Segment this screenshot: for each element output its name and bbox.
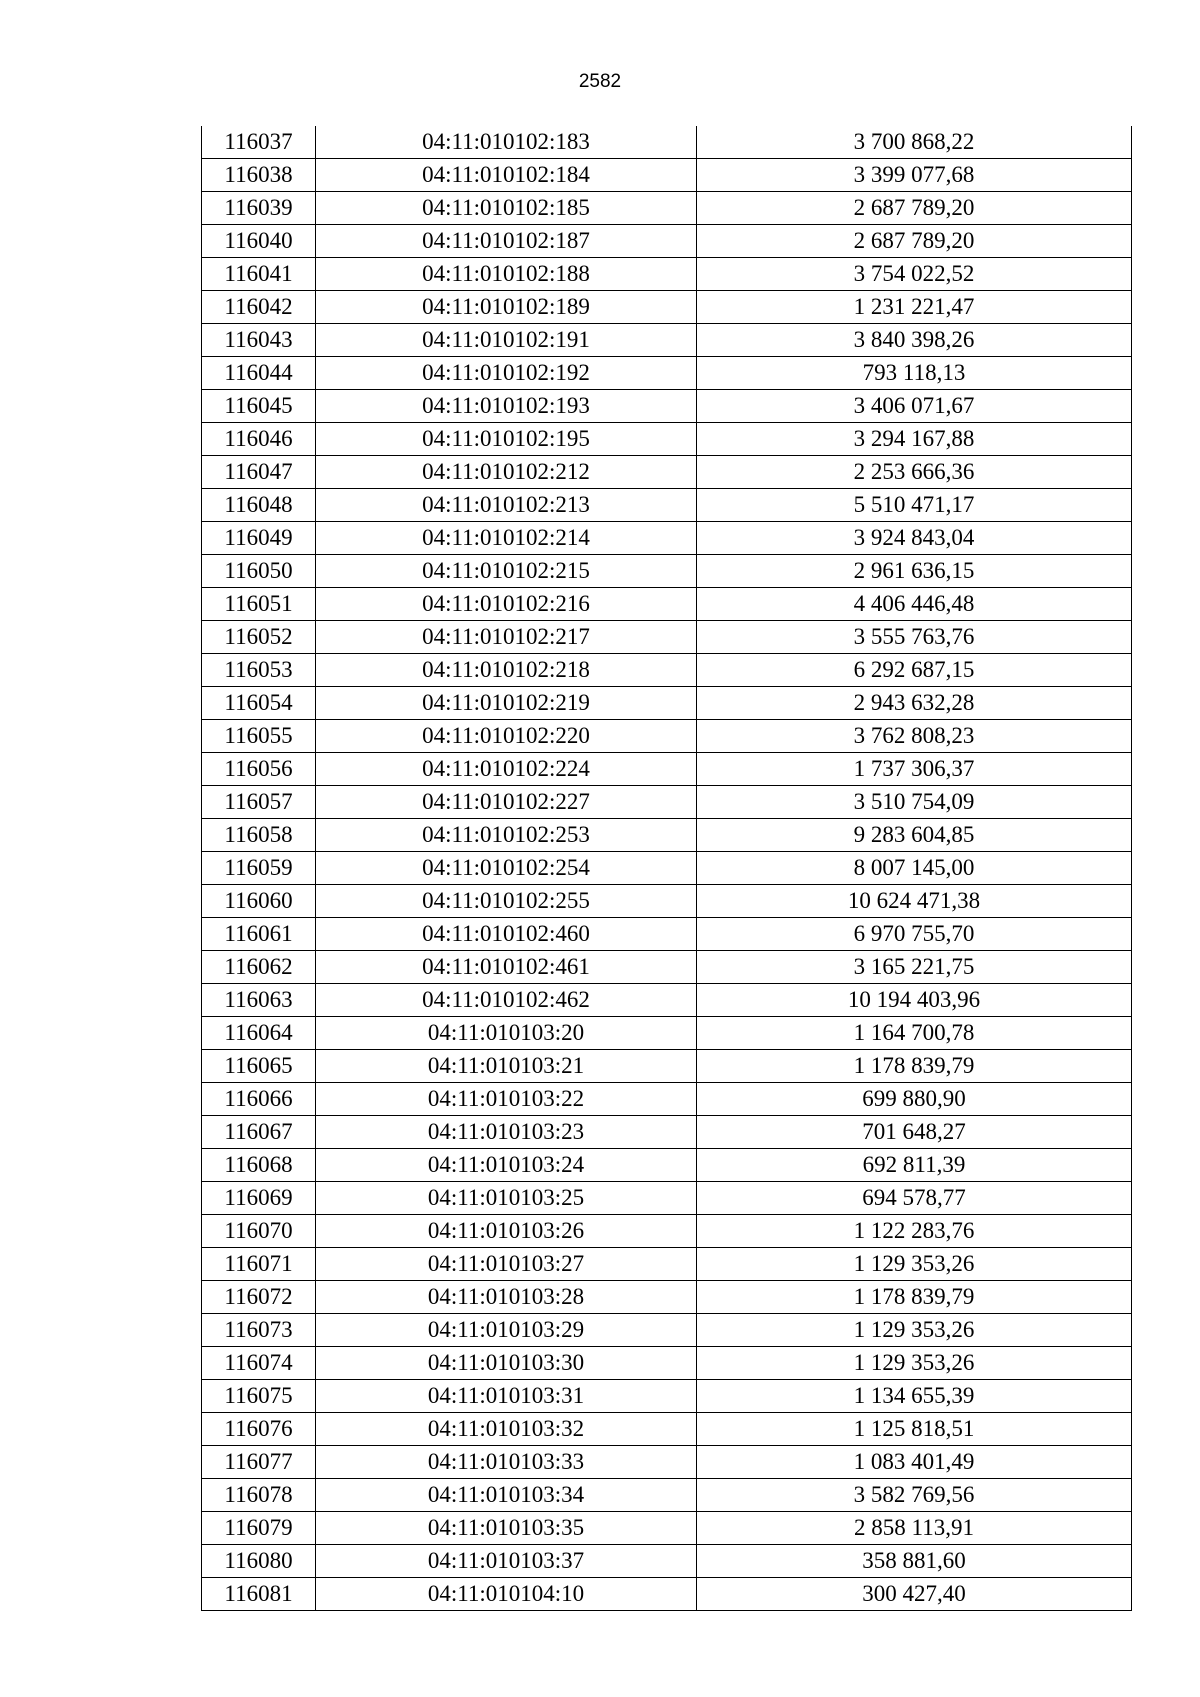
cadastral-value-cell: 6 292 687,15 bbox=[697, 654, 1132, 687]
cadastral-number-cell: 04:11:010103:35 bbox=[316, 1512, 697, 1545]
row-number-cell: 116079 bbox=[202, 1512, 316, 1545]
cadastral-number-cell: 04:11:010103:34 bbox=[316, 1479, 697, 1512]
table-row bbox=[202, 423, 1132, 456]
row-number-cell: 116043 bbox=[202, 324, 316, 357]
cadastral-number-cell: 04:11:010102:255 bbox=[316, 885, 697, 918]
cadastral-value-cell: 2 961 636,15 bbox=[697, 555, 1132, 588]
cadastral-number-cell: 04:11:010102:253 bbox=[316, 819, 697, 852]
cadastral-number-cell: 04:11:010102:188 bbox=[316, 258, 697, 291]
table-row bbox=[202, 291, 1132, 324]
cadastral-number-cell: 04:11:010103:32 bbox=[316, 1413, 697, 1446]
table-row bbox=[202, 1281, 1132, 1314]
row-number-cell: 116061 bbox=[202, 918, 316, 951]
cadastral-value-cell: 3 762 808,23 bbox=[697, 720, 1132, 753]
cadastral-number-cell: 04:11:010102:215 bbox=[316, 555, 697, 588]
cadastral-value-cell: 3 555 763,76 bbox=[697, 621, 1132, 654]
table-row bbox=[202, 687, 1132, 720]
table-row bbox=[202, 258, 1132, 291]
cadastral-value-cell: 3 399 077,68 bbox=[697, 159, 1132, 192]
table-row bbox=[202, 1512, 1132, 1545]
cadastral-value-cell: 8 007 145,00 bbox=[697, 852, 1132, 885]
cadastral-value-cell: 1 178 839,79 bbox=[697, 1281, 1132, 1314]
cadastral-number-cell: 04:11:010103:33 bbox=[316, 1446, 697, 1479]
table-row bbox=[202, 1446, 1132, 1479]
cadastral-number-cell: 04:11:010103:37 bbox=[316, 1545, 697, 1578]
cadastral-number-cell: 04:11:010103:23 bbox=[316, 1116, 697, 1149]
cadastral-value-cell: 2 253 666,36 bbox=[697, 456, 1132, 489]
row-number-cell: 116053 bbox=[202, 654, 316, 687]
cadastral-number-cell: 04:11:010102:216 bbox=[316, 588, 697, 621]
row-number-cell: 116077 bbox=[202, 1446, 316, 1479]
table-row bbox=[202, 654, 1132, 687]
cadastral-number-cell: 04:11:010103:22 bbox=[316, 1083, 697, 1116]
row-number-cell: 116046 bbox=[202, 423, 316, 456]
row-number-cell: 116038 bbox=[202, 159, 316, 192]
cadastral-number-cell: 04:11:010102:192 bbox=[316, 357, 697, 390]
table-row bbox=[202, 324, 1132, 357]
cadastral-value-cell: 3 924 843,04 bbox=[697, 522, 1132, 555]
cadastral-value-cell: 3 165 221,75 bbox=[697, 951, 1132, 984]
table-row bbox=[202, 1248, 1132, 1281]
cadastral-number-cell: 04:11:010102:187 bbox=[316, 225, 697, 258]
cadastral-value-table bbox=[201, 126, 1132, 1611]
cadastral-number-cell: 04:11:010102:462 bbox=[316, 984, 697, 1017]
row-number-cell: 116078 bbox=[202, 1479, 316, 1512]
row-number-cell: 116075 bbox=[202, 1380, 316, 1413]
table-row bbox=[202, 720, 1132, 753]
cadastral-number-cell: 04:11:010102:461 bbox=[316, 951, 697, 984]
table-row bbox=[202, 1380, 1132, 1413]
table-row bbox=[202, 1314, 1132, 1347]
cadastral-number-cell: 04:11:010102:219 bbox=[316, 687, 697, 720]
cadastral-value-cell: 1 164 700,78 bbox=[697, 1017, 1132, 1050]
cadastral-value-cell: 3 840 398,26 bbox=[697, 324, 1132, 357]
row-number-cell: 116074 bbox=[202, 1347, 316, 1380]
cadastral-number-cell: 04:11:010103:27 bbox=[316, 1248, 697, 1281]
cadastral-value-cell: 692 811,39 bbox=[697, 1149, 1132, 1182]
table-row bbox=[202, 621, 1132, 654]
table-row bbox=[202, 885, 1132, 918]
table-row bbox=[202, 390, 1132, 423]
cadastral-value-cell: 1 125 818,51 bbox=[697, 1413, 1132, 1446]
cadastral-number-cell: 04:11:010102:212 bbox=[316, 456, 697, 489]
cadastral-value-cell: 701 648,27 bbox=[697, 1116, 1132, 1149]
cadastral-number-cell: 04:11:010103:20 bbox=[316, 1017, 697, 1050]
cadastral-number-cell: 04:11:010103:29 bbox=[316, 1314, 697, 1347]
cadastral-value-cell: 3 700 868,22 bbox=[697, 126, 1132, 159]
row-number-cell: 116052 bbox=[202, 621, 316, 654]
row-number-cell: 116041 bbox=[202, 258, 316, 291]
cadastral-value-cell: 1 178 839,79 bbox=[697, 1050, 1132, 1083]
cadastral-value-cell: 10 624 471,38 bbox=[697, 885, 1132, 918]
cadastral-value-cell: 3 582 769,56 bbox=[697, 1479, 1132, 1512]
cadastral-value-cell: 1 122 283,76 bbox=[697, 1215, 1132, 1248]
row-number-cell: 116048 bbox=[202, 489, 316, 522]
cadastral-number-cell: 04:11:010102:217 bbox=[316, 621, 697, 654]
cadastral-value-cell: 2 858 113,91 bbox=[697, 1512, 1132, 1545]
table-row bbox=[202, 522, 1132, 555]
cadastral-number-cell: 04:11:010103:31 bbox=[316, 1380, 697, 1413]
row-number-cell: 116081 bbox=[202, 1578, 316, 1611]
cadastral-value-cell: 1 129 353,26 bbox=[697, 1347, 1132, 1380]
table-row bbox=[202, 225, 1132, 258]
row-number-cell: 116069 bbox=[202, 1182, 316, 1215]
row-number-cell: 116051 bbox=[202, 588, 316, 621]
cadastral-value-cell: 1 129 353,26 bbox=[697, 1248, 1132, 1281]
cadastral-value-cell: 5 510 471,17 bbox=[697, 489, 1132, 522]
page-number: 2582 bbox=[578, 71, 622, 92]
row-number-cell: 116060 bbox=[202, 885, 316, 918]
cadastral-number-cell: 04:11:010103:21 bbox=[316, 1050, 697, 1083]
row-number-cell: 116059 bbox=[202, 852, 316, 885]
table-row bbox=[202, 1545, 1132, 1578]
cadastral-value-cell: 3 406 071,67 bbox=[697, 390, 1132, 423]
table-row bbox=[202, 753, 1132, 786]
row-number-cell: 116065 bbox=[202, 1050, 316, 1083]
row-number-cell: 116072 bbox=[202, 1281, 316, 1314]
table-row bbox=[202, 126, 1132, 159]
table-row bbox=[202, 555, 1132, 588]
cadastral-number-cell: 04:11:010102:184 bbox=[316, 159, 697, 192]
cadastral-value-cell: 358 881,60 bbox=[697, 1545, 1132, 1578]
table-row bbox=[202, 1083, 1132, 1116]
table-row bbox=[202, 1017, 1132, 1050]
cadastral-value-cell: 699 880,90 bbox=[697, 1083, 1132, 1116]
cadastral-number-cell: 04:11:010102:218 bbox=[316, 654, 697, 687]
row-number-cell: 116049 bbox=[202, 522, 316, 555]
row-number-cell: 116066 bbox=[202, 1083, 316, 1116]
row-number-cell: 116071 bbox=[202, 1248, 316, 1281]
row-number-cell: 116063 bbox=[202, 984, 316, 1017]
cadastral-value-cell: 1 737 306,37 bbox=[697, 753, 1132, 786]
cadastral-number-cell: 04:11:010102:214 bbox=[316, 522, 697, 555]
cadastral-value-cell: 9 283 604,85 bbox=[697, 819, 1132, 852]
row-number-cell: 116058 bbox=[202, 819, 316, 852]
cadastral-value-cell: 1 129 353,26 bbox=[697, 1314, 1132, 1347]
row-number-cell: 116055 bbox=[202, 720, 316, 753]
cadastral-number-cell: 04:11:010103:26 bbox=[316, 1215, 697, 1248]
row-number-cell: 116056 bbox=[202, 753, 316, 786]
cadastral-value-cell: 3 510 754,09 bbox=[697, 786, 1132, 819]
row-number-cell: 116050 bbox=[202, 555, 316, 588]
cadastral-value-cell: 1 231 221,47 bbox=[697, 291, 1132, 324]
table-row bbox=[202, 1149, 1132, 1182]
cadastral-number-cell: 04:11:010104:10 bbox=[316, 1578, 697, 1611]
table-row bbox=[202, 819, 1132, 852]
cadastral-number-cell: 04:11:010102:183 bbox=[316, 126, 697, 159]
row-number-cell: 116044 bbox=[202, 357, 316, 390]
row-number-cell: 116042 bbox=[202, 291, 316, 324]
cadastral-number-cell: 04:11:010103:25 bbox=[316, 1182, 697, 1215]
table-row bbox=[202, 951, 1132, 984]
row-number-cell: 116045 bbox=[202, 390, 316, 423]
row-number-cell: 116040 bbox=[202, 225, 316, 258]
cadastral-number-cell: 04:11:010102:254 bbox=[316, 852, 697, 885]
table-row bbox=[202, 456, 1132, 489]
cadastral-number-cell: 04:11:010102:224 bbox=[316, 753, 697, 786]
cadastral-value-cell: 1 134 655,39 bbox=[697, 1380, 1132, 1413]
cadastral-number-cell: 04:11:010102:193 bbox=[316, 390, 697, 423]
row-number-cell: 116062 bbox=[202, 951, 316, 984]
cadastral-number-cell: 04:11:010102:213 bbox=[316, 489, 697, 522]
cadastral-number-cell: 04:11:010102:185 bbox=[316, 192, 697, 225]
cadastral-number-cell: 04:11:010103:28 bbox=[316, 1281, 697, 1314]
table-row bbox=[202, 1182, 1132, 1215]
cadastral-value-cell: 2 687 789,20 bbox=[697, 192, 1132, 225]
table-row bbox=[202, 1050, 1132, 1083]
cadastral-number-cell: 04:11:010102:195 bbox=[316, 423, 697, 456]
table-row bbox=[202, 1215, 1132, 1248]
row-number-cell: 116080 bbox=[202, 1545, 316, 1578]
row-number-cell: 116068 bbox=[202, 1149, 316, 1182]
cadastral-value-cell: 300 427,40 bbox=[697, 1578, 1132, 1611]
cadastral-value-cell: 2 943 632,28 bbox=[697, 687, 1132, 720]
cadastral-value-cell: 793 118,13 bbox=[697, 357, 1132, 390]
table-row bbox=[202, 1347, 1132, 1380]
cadastral-value-cell: 3 294 167,88 bbox=[697, 423, 1132, 456]
cadastral-number-cell: 04:11:010102:227 bbox=[316, 786, 697, 819]
cadastral-value-cell: 4 406 446,48 bbox=[697, 588, 1132, 621]
cadastral-number-cell: 04:11:010102:189 bbox=[316, 291, 697, 324]
cadastral-number-cell: 04:11:010102:191 bbox=[316, 324, 697, 357]
cadastral-value-cell: 10 194 403,96 bbox=[697, 984, 1132, 1017]
row-number-cell: 116070 bbox=[202, 1215, 316, 1248]
row-number-cell: 116057 bbox=[202, 786, 316, 819]
row-number-cell: 116054 bbox=[202, 687, 316, 720]
row-number-cell: 116039 bbox=[202, 192, 316, 225]
table-row bbox=[202, 192, 1132, 225]
table-row bbox=[202, 588, 1132, 621]
cadastral-value-cell: 3 754 022,52 bbox=[697, 258, 1132, 291]
table-row bbox=[202, 357, 1132, 390]
cadastral-value-cell: 2 687 789,20 bbox=[697, 225, 1132, 258]
cadastral-value-cell: 694 578,77 bbox=[697, 1182, 1132, 1215]
table-row bbox=[202, 1578, 1132, 1611]
row-number-cell: 116073 bbox=[202, 1314, 316, 1347]
table-row bbox=[202, 786, 1132, 819]
table-row bbox=[202, 918, 1132, 951]
cadastral-value-cell: 6 970 755,70 bbox=[697, 918, 1132, 951]
cadastral-value-cell: 1 083 401,49 bbox=[697, 1446, 1132, 1479]
row-number-cell: 116076 bbox=[202, 1413, 316, 1446]
table-row bbox=[202, 1479, 1132, 1512]
table-row bbox=[202, 1413, 1132, 1446]
row-number-cell: 116064 bbox=[202, 1017, 316, 1050]
row-number-cell: 116037 bbox=[202, 126, 316, 159]
row-number-cell: 116047 bbox=[202, 456, 316, 489]
row-number-cell: 116067 bbox=[202, 1116, 316, 1149]
table-row bbox=[202, 1116, 1132, 1149]
cadastral-number-cell: 04:11:010102:460 bbox=[316, 918, 697, 951]
table-body bbox=[202, 126, 1132, 1611]
table-row bbox=[202, 159, 1132, 192]
table-row bbox=[202, 852, 1132, 885]
table-row bbox=[202, 489, 1132, 522]
table-row bbox=[202, 984, 1132, 1017]
cadastral-number-cell: 04:11:010103:30 bbox=[316, 1347, 697, 1380]
cadastral-number-cell: 04:11:010103:24 bbox=[316, 1149, 697, 1182]
cadastral-number-cell: 04:11:010102:220 bbox=[316, 720, 697, 753]
